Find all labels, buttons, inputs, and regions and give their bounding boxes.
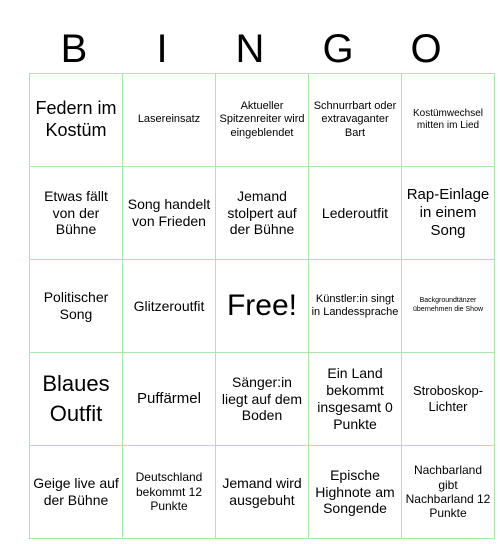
header-letter-b: B [60, 27, 88, 71]
header-letter-o: O [410, 27, 442, 71]
bingo-cell[interactable]: Schnurrbart oder extravaganter Bart [309, 74, 402, 167]
board-row [30, 260, 495, 353]
bingo-cell[interactable]: Song handelt von Frieden [123, 167, 216, 260]
bingo-cell[interactable]: Puffärmel [123, 353, 216, 446]
bingo-cell[interactable]: Backgroundtänzer übernehmen die Show [402, 260, 495, 353]
bingo-cell[interactable]: Aktueller Spitzenreiter wird eingeblendet [216, 74, 309, 167]
bingo-cell[interactable]: Politischer Song [30, 260, 123, 353]
header-letter-n: N [235, 27, 265, 71]
bingo-cell[interactable]: Kostümwechsel mitten im Lied [402, 74, 495, 167]
board-row [30, 353, 495, 446]
bingo-cell[interactable]: Blaues Outfit [30, 353, 123, 446]
bingo-cell[interactable]: Lederoutfit [309, 167, 402, 260]
bingo-cell[interactable]: Rap-Einlage in einem Song [402, 167, 495, 260]
bingo-cell[interactable]: Etwas fällt von der Bühne [30, 167, 123, 260]
board-row [30, 74, 495, 167]
board-row [30, 167, 495, 260]
bingo-cell[interactable]: Nachbarland gibt Nachbarland 12 Punkte [402, 446, 495, 539]
bingo-cell[interactable]: Deutschland bekommt 12 Punkte [123, 446, 216, 539]
bingo-header [30, 24, 470, 74]
bingo-cell[interactable]: Stroboskop-Lichter [402, 353, 495, 446]
bingo-board [29, 73, 495, 539]
bingo-cell[interactable]: Glitzeroutfit [123, 260, 216, 353]
bingo-cell[interactable]: Geige live auf der Bühne [30, 446, 123, 539]
header-letter-i: I [156, 27, 168, 71]
bingo-cell[interactable]: Sänger:in liegt auf dem Boden [216, 353, 309, 446]
board-row [30, 446, 495, 539]
bingo-cell[interactable]: Künstler:in singt in Landessprache [309, 260, 402, 353]
bingo-cell[interactable]: Federn im Kostüm [30, 74, 123, 167]
header-letter-g: G [322, 27, 354, 71]
bingo-cell[interactable]: Epische Highnote am Songende [309, 446, 402, 539]
bingo-cell[interactable]: Jemand wird ausgebuht [216, 446, 309, 539]
free-cell[interactable]: Free! [216, 260, 309, 353]
bingo-cell[interactable]: Lasereinsatz [123, 74, 216, 167]
bingo-cell[interactable]: Jemand stolpert auf der Bühne [216, 167, 309, 260]
bingo-cell[interactable]: Ein Land bekommt insgesamt 0 Punkte [309, 353, 402, 446]
